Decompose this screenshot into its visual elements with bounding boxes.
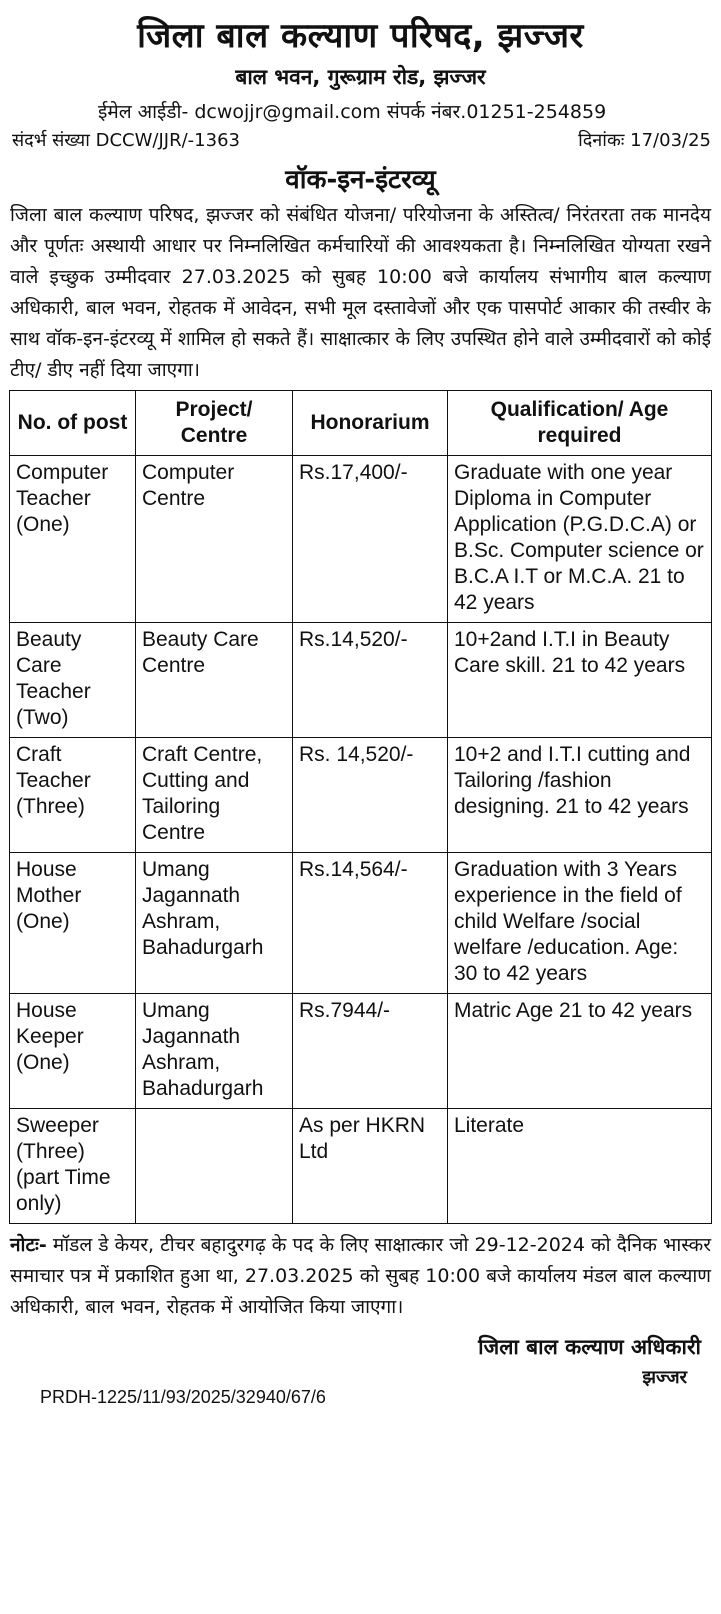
intro-paragraph: जिला बाल कल्याण परिषद, झज्जर को संबंधित योजना/ परियोजना के अस्तित्व/ निरंतरता तक मानदेय और पूर्णतः अस्थायी आधार पर निम्नलिखित कर्मचारियों की आवश्यकता है। निम्नलिखित योग्यता रखने वाले इच्छुक उम्मीदवार 27.03.2025 को सुबह 10:00 बजे कार्यालय संभागीय बाल कल्याण अधिकारी, बाल भवन, रोहतक में आवेदन, सभी मूल दस्तावेजों और एक पासपोर्ट आकार की तस्वीर के साथ वॉक-इन-इंटरव्यू में शामिल हो सकते हैं। साक्षात्कार के लिए उपस्थित होने वाले उम्मीदवारों को कोई टीए/ डीए नहीं दिया जाएगा।	[10, 204, 711, 381]
signature-designation: जिला बाल कल्याण अधिकारी	[478, 1335, 701, 1359]
table-cell: Graduate with one year Diploma in Computer Application (P.G.D.C.A) or B.Sc. Computer science or B.C.A I.T or M.C.A. 21 to 42 years	[448, 456, 712, 623]
table-cell: 10+2 and I.T.I cutting and Tailoring /fashion designing. 21 to 42 years	[448, 738, 712, 853]
note-label: नोटः-	[10, 1234, 47, 1256]
contact-label: संपर्क नंबर.	[386, 101, 467, 123]
table-cell: House Keeper (One)	[10, 994, 136, 1109]
table-cell: Rs.7944/-	[293, 994, 448, 1109]
table-cell: As per HKRN Ltd	[293, 1109, 448, 1224]
date-value: 17/03/25	[630, 130, 711, 151]
note-paragraph	[8, 1230, 713, 1323]
table-cell: Beauty Care Teacher (Two)	[10, 623, 136, 738]
table-cell: Umang Jagannath Ashram, Bahadurgarh	[136, 994, 293, 1109]
table-row	[10, 994, 712, 1109]
table-cell: Rs. 14,520/-	[293, 738, 448, 853]
table-header-row	[10, 391, 712, 456]
table-cell: Literate	[448, 1109, 712, 1224]
table-cell: Sweeper (Three) (part Time only)	[10, 1109, 136, 1224]
table-cell: 10+2and I.T.I in Beauty Care skill. 21 to 42 years	[448, 623, 712, 738]
table-cell: Craft Centre, Cutting and Tailoring Centre	[136, 738, 293, 853]
notice-heading: वॉक-इन-इंटरव्यू	[285, 165, 436, 195]
table-cell: Computer Centre	[136, 456, 293, 623]
notice-page	[8, 14, 713, 1405]
column-header: No. of post	[10, 391, 136, 456]
office-address: बाल भवन, गुरूग्राम रोड, झज्जर	[235, 65, 486, 89]
table-cell: Rs.14,520/-	[293, 623, 448, 738]
date-block	[578, 128, 711, 154]
signature-place: झज्जर	[642, 1367, 687, 1388]
email-label: ईमेल आईडी-	[98, 101, 189, 123]
reference-row	[8, 128, 713, 154]
table-cell: Umang Jagannath Ashram, Bahadurgarh	[136, 853, 293, 994]
table-cell: Rs.14,564/-	[293, 853, 448, 994]
vacancy-table	[9, 390, 712, 1224]
table-cell: Rs.17,400/-	[293, 456, 448, 623]
column-header: Honorarium	[293, 391, 448, 456]
table-row	[10, 623, 712, 738]
contact-line	[8, 98, 713, 126]
table-cell: House Mother (One)	[10, 853, 136, 994]
contact-number: 01251-254859	[466, 101, 607, 123]
table-row	[10, 738, 712, 853]
office-title: जिला बाल कल्याण परिषद, झज्जर	[137, 16, 584, 56]
note-text: मॉडल डे केयर, टीचर बहादुरगढ़ के पद के लिए साक्षात्कार जो 29-12-2024 को दैनिक भास्कर समाचार पत्र में प्रकाशित हुआ था, 27.03.2025 को सुबह 10:00 बजे कार्यालय मंडल बाल कल्याण अधिकारी, बाल भवन, रोहतक में आयोजित किया जाएगा।	[10, 1234, 711, 1318]
table-cell: Graduation with 3 Years experience in the field of child Welfare /social welfare /education. Age: 30 to 42 years	[448, 853, 712, 994]
table-cell: Craft Teacher (Three)	[10, 738, 136, 853]
table-row	[10, 456, 712, 623]
reference-number: संदर्भ संख्या DCCW/JJR/-1363	[12, 130, 240, 151]
table-cell: Computer Teacher (One)	[10, 456, 136, 623]
table-cell: Matric Age 21 to 42 years	[448, 994, 712, 1109]
date-label: दिनांकः	[578, 130, 625, 151]
footer-area	[8, 1365, 713, 1405]
column-header: Qualification/ Age required	[448, 391, 712, 456]
email-address: dcwojjr@gmail.com	[194, 101, 381, 123]
column-header: Project/ Centre	[136, 391, 293, 456]
table-cell: Beauty Care Centre	[136, 623, 293, 738]
prdh-code: PRDH-1225/11/93/2025/32940/67/6	[40, 1387, 326, 1407]
table-cell	[136, 1109, 293, 1224]
table-row	[10, 1109, 712, 1224]
table-row	[10, 853, 712, 994]
